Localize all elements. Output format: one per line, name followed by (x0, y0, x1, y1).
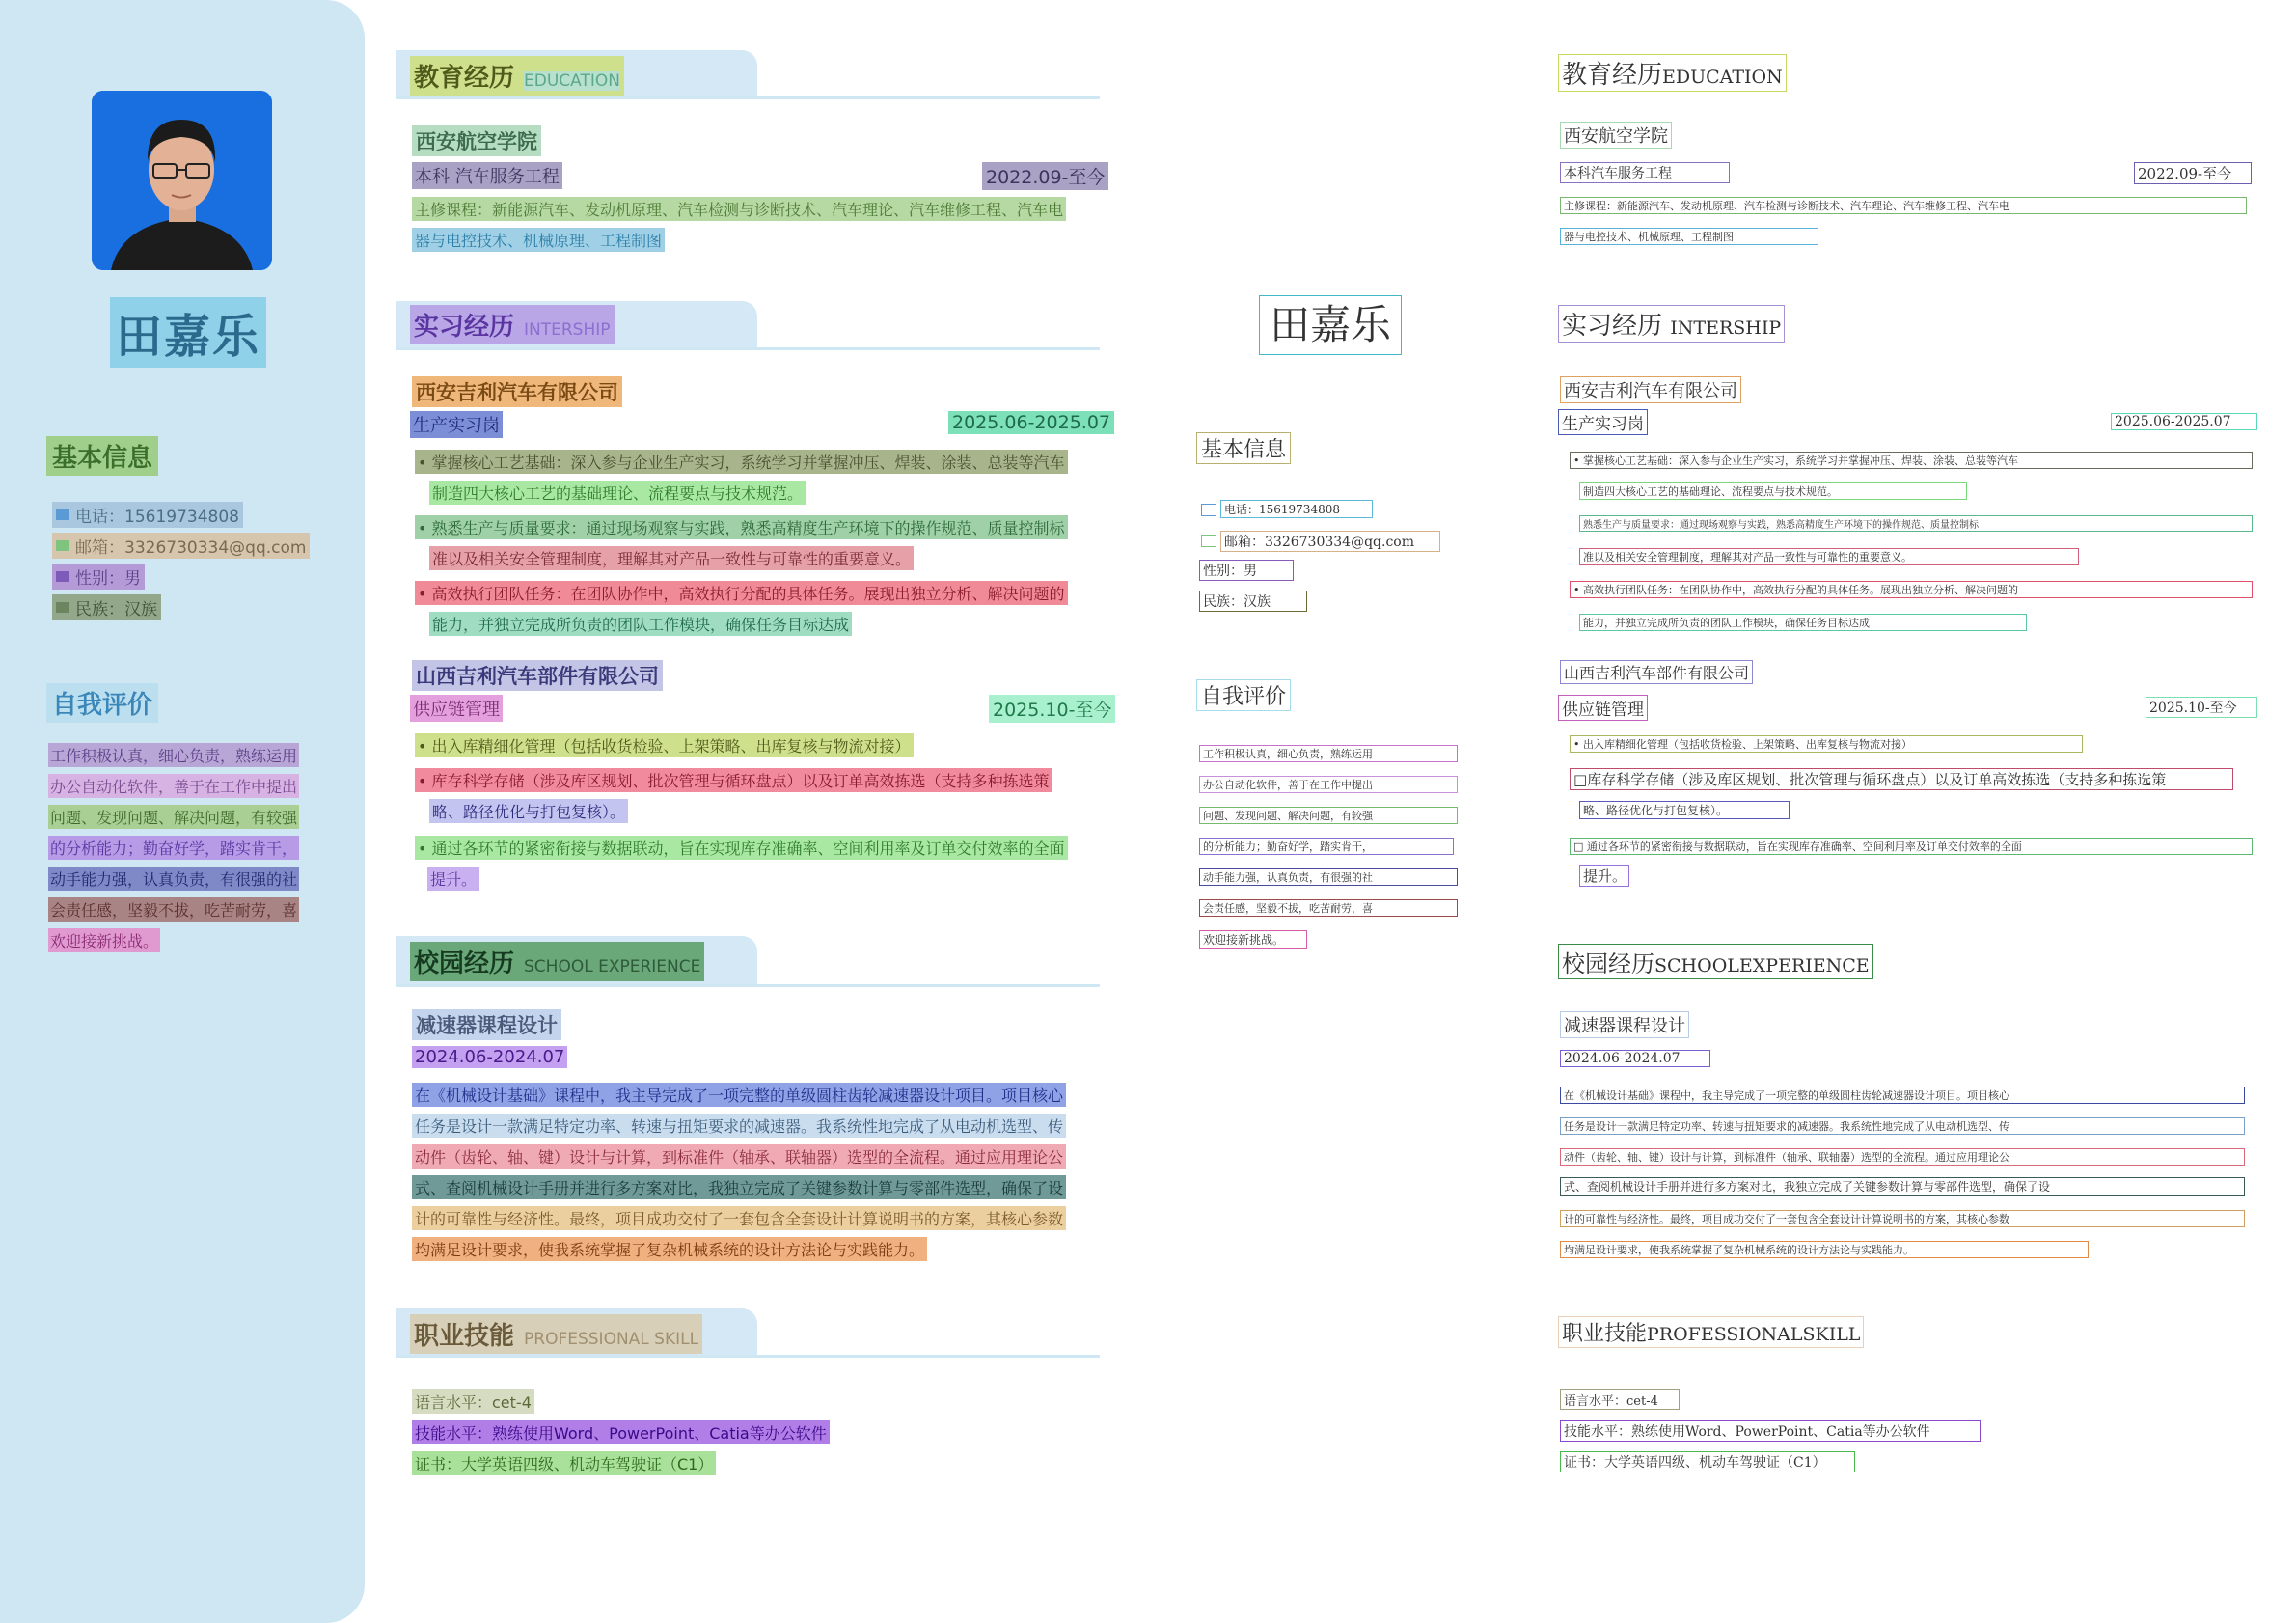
rendered-internship-title-en: INTERSHIP (1670, 317, 1782, 339)
rendered-education-title (1558, 54, 1787, 92)
job-bullet: • 掌握核心工艺基础：深入参与企业生产实习，系统学习并掌握冲压、焊装、涂装、总装等汽车 (415, 450, 1068, 474)
education-title-cn: 教育经历 (414, 64, 515, 93)
project-line: 均满足设计要求，使我系统掌握了复杂机械系统的设计方法论与实践能力。 (412, 1237, 927, 1261)
project-line: 式、查阅机械设计手册并进行多方案对比，我独立完成了关键参数计算与零部件选型，确保了设 (412, 1175, 1066, 1199)
rendered-bullet-text: 高效执行团队任务：在团队协作中，高效执行分配的具体任务。展现出独立分析、解决问题的 (1583, 584, 2018, 596)
rendered-role: 生产实习岗 (1558, 409, 1648, 435)
job-bullet-text: 高效执行团队任务：在团队协作中，高效执行分配的具体任务。展现出独立分析、解决问题的 (431, 585, 1065, 603)
project-line: 在《机械设计基础》课程中，我主导完成了一项完整的单级圆柱齿轮减速器设计项目。项目核心 (412, 1083, 1066, 1107)
skill-language: 语言水平：cet-4 (412, 1389, 534, 1414)
rendered-bullet: • 出入库精细化管理（包括收货检验、上架策略、出库复核与物流对接） (1570, 735, 2083, 753)
rendered-mail-icon (1201, 535, 1216, 547)
rendered-campus-title-cn: 校园经历 (1562, 950, 1654, 977)
rendered-internship-title-cn: 实习经历 (1562, 312, 1663, 341)
job-period: 2025.10-至今 (989, 695, 1115, 723)
job-bullet-cont: 略、路径优化与打包复核）。 (429, 799, 628, 823)
rendered-project-line: 动件（齿轮、轴、键）设计与计算，到标准件（轴承、联轴器）选型的全流程。通过应用理论公 (1560, 1148, 2245, 1166)
self-eval-title: 自我评价 (46, 683, 158, 723)
rendered-eval-line: 会责任感，坚毅不拔，吃苦耐劳，喜 (1199, 899, 1458, 917)
job-bullet: • 高效执行团队任务：在团队协作中，高效执行分配的具体任务。展现出独立分析、解决问题的 (415, 581, 1068, 605)
avatar-photo (92, 91, 272, 270)
gender-text: 性别：男 (75, 569, 141, 589)
rendered-education-period: 2022.09-至今 (2134, 162, 2252, 184)
candidate-name: 田嘉乐 (110, 297, 266, 368)
project-period: 2024.06-2024.07 (412, 1046, 567, 1068)
flag-icon (56, 602, 69, 613)
skills-title-cn: 职业技能 (414, 1322, 515, 1351)
courses-line: 主修课程：新能源汽车、发动机原理、汽车检测与诊断技术、汽车理论、汽车维修工程、汽车电 (412, 197, 1066, 221)
skills-title-en: PROFESSIONAL SKILL (524, 1330, 699, 1349)
internship-divider (396, 347, 1100, 350)
job-bullet-text: 库存科学存储（涉及库区规划、批次管理与循环盘点）以及订单高效拣选（支持多种拣选策 (431, 772, 1050, 790)
courses-line: 器与电控技术、机械原理、工程制图 (412, 228, 665, 252)
job-role: 供应链管理 (410, 695, 503, 722)
rendered-internship-title (1558, 305, 1785, 343)
rendered-bullet: • 掌握核心工艺基础：深入参与企业生产实习，系统学习并掌握冲压、焊装、涂装、总装等汽车 (1570, 452, 2253, 469)
mail-icon (56, 540, 69, 551)
job-role: 生产实习岗 (410, 411, 503, 438)
internship-title (410, 305, 615, 344)
rendered-education-title-en: EDUCATION (1662, 67, 1783, 88)
job-bullet-cont: 制造四大核心工艺的基础理论、流程要点与技术规范。 (429, 481, 806, 505)
rendered-bullet-text: 掌握核心工艺基础：深入参与企业生产实习，系统学习并掌握冲压、焊装、涂装、总装等汽车 (1583, 454, 2018, 467)
rendered-skills-title-cn: 职业技能 (1562, 1322, 1648, 1346)
rendered-degree: 本科汽车服务工程 (1560, 162, 1730, 183)
job-period: 2025.06-2025.07 (948, 411, 1114, 434)
rendered-eval-line: 的分析能力；勤奋好学，踏实肯干， (1199, 838, 1454, 855)
rendered-bullet-text: 库存科学存储（涉及库区规划、批次管理与循环盘点）以及订单高效拣选（支持多种拣选策 (1587, 771, 2167, 788)
job-bullet-text: 掌握核心工艺基础：深入参与企业生产实习，系统学习并掌握冲压、焊装、涂装、总装等汽车 (431, 454, 1065, 472)
skills-title (410, 1314, 702, 1354)
rendered-bullet-cont: 准以及相关安全管理制度，理解其对产品一致性与可靠性的重要意义。 (1579, 548, 2079, 565)
rendered-bullet-cont: 制造四大核心工艺的基础理论、流程要点与技术规范。 (1579, 482, 1967, 500)
rendered-skills-title-en: PROFESSIONALSKILL (1647, 1324, 1861, 1345)
rendered-courses-line: 器与电控技术、机械原理、工程制图 (1560, 228, 1818, 245)
rendered-school: 西安航空学院 (1560, 122, 1672, 149)
rendered-eval-line: 办公自动化软件，善于在工作中提出 (1199, 776, 1458, 793)
internship-title-cn: 实习经历 (414, 313, 515, 342)
degree-major: 本科 汽车服务工程 (412, 162, 562, 189)
rendered-project-line: 在《机械设计基础》课程中，我主导完成了一项完整的单级圆柱齿轮减速器设计项目。项目核心 (1560, 1087, 2245, 1104)
company-name: 山西吉利汽车部件有限公司 (412, 660, 663, 691)
skill-software: 技能水平：熟练使用Word、PowerPoint、Catia等办公软件 (412, 1420, 830, 1444)
rendered-project-line: 式、查阅机械设计手册并进行多方案对比，我独立完成了关键参数计算与零部件选型，确保了设 (1560, 1177, 2245, 1196)
rendered-eval-line: 问题、发现问题、解决问题，有较强 (1199, 807, 1458, 824)
rendered-job-period: 2025.06-2025.07 (2111, 413, 2257, 430)
self-eval-line: 工作积极认真，细心负责，熟练运用 (48, 743, 299, 767)
job-bullet: • 出入库精细化管理（包括收货检验、上架策略、出库复核与物流对接） (415, 733, 914, 757)
job-bullet-cont: 能力，并独立完成所负责的团队工作模块，确保任务目标达成 (429, 612, 852, 636)
job-bullet: • 库存科学存储（涉及库区规划、批次管理与循环盘点）以及订单高效拣选（支持多种拣选策 (415, 768, 1052, 792)
rendered-basic-title: 基本信息 (1196, 432, 1291, 464)
rendered-company: 西安吉利汽车有限公司 (1560, 376, 1741, 403)
rendered-bullet-cont: 提升。 (1579, 865, 1629, 887)
ethnicity-text: 民族：汉族 (75, 600, 157, 619)
rendered-campus-title (1558, 944, 1873, 979)
ethnicity-line (52, 594, 161, 620)
rendered-bullet-text: 出入库精细化管理（包括收货检验、上架策略、出库复核与物流对接） (1583, 738, 1912, 751)
skill-certificate: 证书：大学英语四级、机动车驾驶证（C1） (412, 1451, 716, 1475)
rendered-bullet-cont: 略、路径优化与打包复核）。 (1579, 801, 1790, 819)
project-line: 计的可靠性与经济性。最终，项目成功交付了一套包含全套设计计算说明书的方案，其核心参数 (412, 1206, 1066, 1230)
rendered-education-title-cn: 教育经历 (1562, 61, 1663, 90)
campus-title-cn: 校园经历 (414, 949, 515, 978)
rendered-courses-line: 主修课程：新能源汽车、发动机原理、汽车检测与诊断技术、汽车理论、汽车维修工程、汽车电 (1560, 197, 2247, 214)
self-eval-line: 的分析能力；勤奋好学，踏实肯干， (48, 836, 299, 860)
rendered-project-line: 均满足设计要求，使我系统掌握了复杂机械系统的设计方法论与实践能力。 (1560, 1241, 2089, 1258)
gender-line (52, 564, 145, 590)
rendered-project: 减速器课程设计 (1560, 1011, 1689, 1038)
education-divider (396, 96, 1100, 99)
project-name: 减速器课程设计 (412, 1009, 561, 1040)
rendered-role: 供应链管理 (1558, 695, 1648, 721)
self-eval-line: 问题、发现问题、解决问题，有较强 (48, 805, 299, 829)
rendered-bullet-text: 通过各环节的紧密衔接与数据联动，旨在实现库存准确率、空间利用率及订单交付效率的全面 (1586, 840, 2022, 853)
education-title-en: EDUCATION (524, 71, 620, 91)
rendered-self-eval-title: 自我评价 (1196, 679, 1291, 711)
rendered-phone-icon (1201, 504, 1216, 516)
rendered-job-period: 2025.10-至今 (2146, 697, 2257, 718)
rendered-skills-title (1558, 1316, 1864, 1348)
phone-text: 电话：15619734808 (75, 508, 239, 527)
rendered-campus-title-en: SCHOOLEXPERIENCE (1654, 955, 1870, 977)
job-bullet: • 通过各环节的紧密衔接与数据联动，旨在实现库存准确率、空间利用率及订单交付效率的全面 (415, 836, 1068, 860)
rendered-eval-line: 工作积极认真，细心负责，熟练运用 (1199, 745, 1458, 762)
education-period: 2022.09-至今 (982, 162, 1108, 190)
rendered-project-line: 任务是设计一款满足特定功率、转速与扭矩要求的减速器。我系统性地完成了从电动机选型、传 (1560, 1117, 2245, 1135)
job-bullet-text: 通过各环节的紧密衔接与数据联动，旨在实现库存准确率、空间利用率及订单交付效率的全面 (431, 839, 1065, 858)
sidebar-panel (0, 0, 365, 1623)
internship-title-en: INTERSHIP (524, 320, 611, 340)
rendered-phone: 电话：15619734808 (1220, 500, 1373, 518)
job-bullet: • 熟悉生产与质量要求：通过现场观察与实践，熟悉高精度生产环境下的操作规范、质量控制标 (415, 515, 1068, 539)
rendered-name: 田嘉乐 (1259, 295, 1402, 355)
rendered-skill-software: 技能水平：熟练使用Word、PowerPoint、Catia等办公软件 (1560, 1420, 1981, 1442)
rendered-ethnicity: 民族：汉族 (1199, 591, 1307, 612)
email-line (52, 533, 310, 559)
school-name: 西安航空学院 (412, 125, 541, 156)
rendered-company: 山西吉利汽车部件有限公司 (1560, 660, 1753, 684)
gender-icon (56, 571, 69, 582)
phone-line (52, 502, 243, 528)
rendered-bullet-cont: 能力，并独立完成所负责的团队工作模块，确保任务目标达成 (1579, 614, 2027, 631)
campus-title (410, 942, 704, 981)
self-eval-line: 会责任感，坚毅不拔，吃苦耐劳，喜 (48, 897, 299, 922)
rendered-email: 邮箱：3326730334@qq.com (1220, 531, 1440, 552)
project-line: 动件（齿轮、轴、键）设计与计算，到标准件（轴承、联轴器）选型的全流程。通过应用理论公 (412, 1144, 1066, 1169)
company-name: 西安吉利汽车有限公司 (412, 376, 622, 407)
project-line: 任务是设计一款满足特定功率、转速与扭矩要求的减速器。我系统性地完成了从电动机选型、传 (412, 1114, 1066, 1138)
rendered-eval-line: 欢迎接新挑战。 (1199, 930, 1307, 949)
rendered-gender: 性别：男 (1199, 560, 1294, 581)
self-eval-line: 动手能力强，认真负责，有很强的社 (48, 867, 299, 891)
job-bullet-cont: 提升。 (427, 867, 479, 891)
basic-info-title: 基本信息 (46, 436, 158, 476)
job-bullet-text: 出入库精细化管理（包括收货检验、上架策略、出库复核与物流对接） (431, 737, 911, 756)
rendered-skill-language: 语言水平：cet-4 (1560, 1389, 1680, 1410)
email-text: 邮箱：3326730334@qq.com (75, 538, 307, 558)
self-eval-line: 欢迎接新挑战。 (48, 928, 160, 952)
profile-photo (92, 91, 272, 270)
rendered-bullet: • 高效执行团队任务：在团队协作中，高效执行分配的具体任务。展现出独立分析、解决问题的 (1570, 581, 2253, 598)
job-bullet-text: 熟悉生产与质量要求：通过现场观察与实践，熟悉高精度生产环境下的操作规范、质量控制标 (431, 519, 1065, 537)
rendered-bullet: 熟悉生产与质量要求：通过现场观察与实践，熟悉高精度生产环境下的操作规范、质量控制标 (1579, 515, 2253, 532)
rendered-bullet: □ 通过各环节的紧密衔接与数据联动，旨在实现库存准确率、空间利用率及订单交付效率的全面 (1570, 838, 2253, 855)
rendered-eval-line: 动手能力强，认真负责，有很强的社 (1199, 868, 1458, 886)
campus-title-en: SCHOOL EXPERIENCE (524, 957, 701, 977)
rendered-project-line: 计的可靠性与经济性。最终，项目成功交付了一套包含全套设计计算说明书的方案，其核心参数 (1560, 1210, 2245, 1227)
rendered-skill-certificate: 证书：大学英语四级、机动车驾驶证（C1） (1560, 1451, 1855, 1472)
skills-divider (396, 1355, 1100, 1358)
rendered-project-period: 2024.06-2024.07 (1560, 1050, 1710, 1067)
phone-icon (56, 509, 69, 520)
education-title (410, 56, 624, 96)
self-eval-line: 办公自动化软件，善于在工作中提出 (48, 774, 299, 798)
job-bullet-cont: 准以及相关安全管理制度，理解其对产品一致性与可靠性的重要意义。 (429, 546, 914, 570)
campus-divider (396, 984, 1100, 987)
rendered-bullet: □库存科学存储（涉及库区规划、批次管理与循环盘点）以及订单高效拣选（支持多种拣选策 (1570, 768, 2233, 790)
